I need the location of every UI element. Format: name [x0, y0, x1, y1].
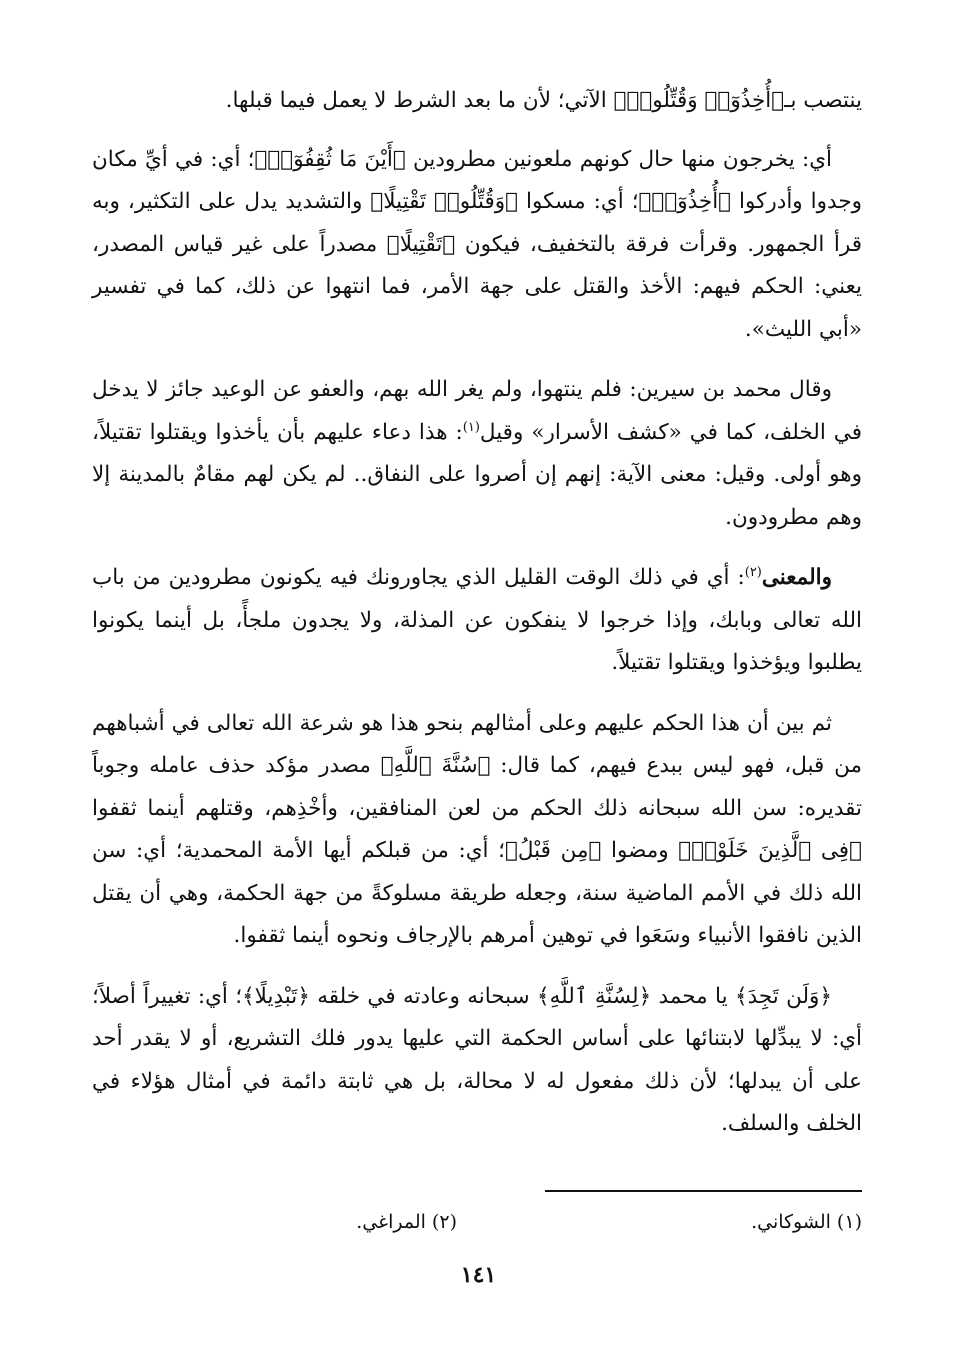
- page-number: ١٤١: [460, 1262, 497, 1288]
- paragraph-3-lead: والمعنى: [761, 565, 832, 590]
- paragraph-4: ثم بين أن هذا الحكم عليهم وعلى أمثالهم بنحو هذا هو شرعة الله تعالى في أشباههم من قبل، فهو ليس ببدع فيهم، كما قال: ﴿سُنَّةَ ٱللَّهِ﴾ مصدر مؤكد حذف عامله وجوباً تقديره: سن الله سبحانه ذلك الحكم من لعن المنافقين، وأخْذِهم، وقتلهم أينما ثقفوا ﴿فِى ٱلَّذِينَ خَلَوْا۟﴾ ومضوا ﴿مِن قَبْلُ﴾؛ أي: من قبلكم أيها الأمة المحمدية؛ أي: سن الله ذلك في الأمم الماضية سنة، وجعله طريقة مسلوكةً من جهة الحكمة، وهي أن يقتل الذين نافقوا الأنبياء وسَعَوا في توهين أمرهم بالإرجاف ونحوه أينما ثقفوا.: [92, 710, 862, 948]
- footnote-marker-1: (١): [462, 419, 480, 435]
- paragraph-2: [92, 369, 862, 539]
- paragraph-5: ﴿وَلَن تَجِدَ﴾ يا محمد ﴿لِسُنَّةِ ٱللَّهِ﴾ سبحانه وعادته في خلقه ﴿تَبْدِيلًا﴾؛ أي: تغييراً أصلاً؛ أي: لا يبدِّلها لابتنائها على أساس الحكمة التي عليها يدور فلك التشريع، أو لا يقدر أحد على أن يبدلها؛ لأن ذلك مفعول له لا محالة، بل هي ثابتة دائمة في أمثال هؤلاء في الخلف والسلف.: [92, 983, 862, 1136]
- footnote-divider: [545, 1190, 862, 1192]
- paragraph-3: [92, 557, 862, 685]
- footnote-marker-2: (٢): [744, 564, 762, 580]
- paragraph-3-text: : أي في ذلك الوقت القليل الذي يجاورونك فيه يكونون مطرودين من باب الله تعالى وبابك، وإذا خرجوا لا ينفكون عن المذلة، ولا يجدون ملجأً، بل أينما يكونوا يطلبوا ويؤخذوا ويقتلوا تقتيلاً.: [92, 565, 862, 675]
- footnote-2: (٢) المراغي.: [356, 1211, 457, 1233]
- page-body: [92, 80, 862, 1164]
- paragraph-1: أي: يخرجون منها حال كونهم ملعونين مطرودين ﴿أَيْنَ مَا ثُقِفُوٓا۟﴾؛ أي: في أيِّ مكان وجدوا وأدركوا ﴿أُخِذُوٓا۟﴾؛ أي: مسكوا ﴿وَقُتِّلُوا۟ تَقْتِيلًا﴾ والتشديد يدل على التكثير، وبه قرأ الجمهور. وقرأت فرقة بالتخفيف، فيكون ﴿تَقْتِيلًا﴾ مصدراً على غير قياس المصدر، يعني: الحكم فيهم: الأخذ والقتل على جهة الأمر، فما انتهوا عن ذلك، كما في تفسير «أبي الليث».: [92, 146, 862, 342]
- paragraph-2-text-a: وقال محمد بن سيرين: فلم ينتهوا، ولم يغر الله بهم، والعفو عن الوعيد جائز لا يدخل في الخلف، كما في «كشف الأسرار» وقيل: [92, 377, 863, 445]
- footnotes: [92, 1207, 862, 1239]
- footnote-1: (١) الشوكاني.: [751, 1211, 862, 1233]
- paragraph-continuation: ينتصب بـ﴿أُخِذُوٓا۟ وَقُتِّلُوا۟﴾ الآتي؛ لأن ما بعد الشرط لا يعمل فيما قبلها.: [225, 88, 862, 113]
- paragraph-2-text-b: : هذا دعاء عليهم بأن يأخذوا ويقتلوا تقتيلاً، وهو أولى. وقيل: معنى الآية: إنهم إن أصروا على النفاق.. لم يكن لهم مقامٌ بالمدينة إلا وهم مطرودون.: [92, 419, 862, 530]
